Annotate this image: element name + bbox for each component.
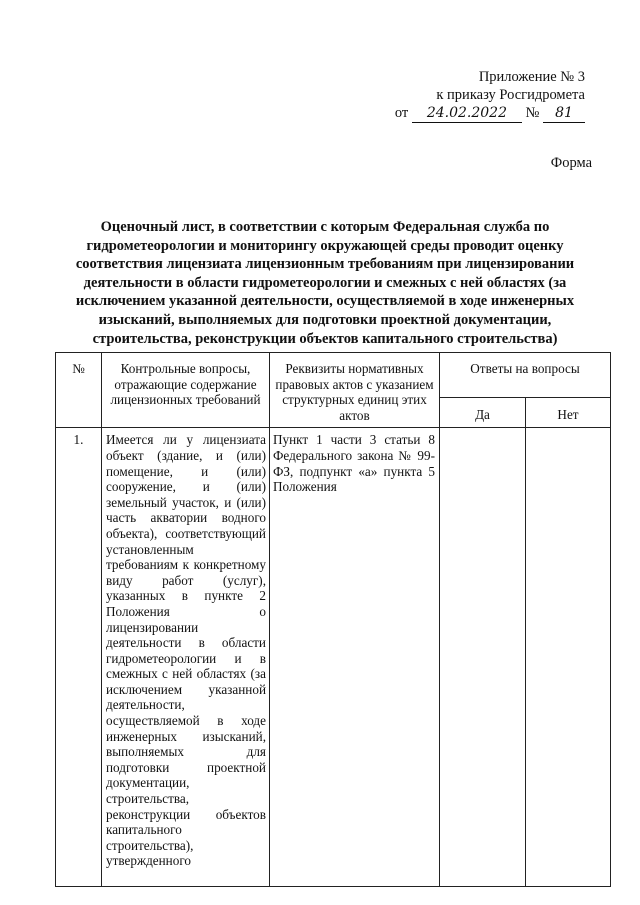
header-number: № bbox=[56, 353, 102, 428]
appendix-label: Приложение № 3 bbox=[478, 69, 585, 85]
answer-no-cell[interactable] bbox=[526, 428, 611, 887]
header-yes: Да bbox=[440, 398, 526, 428]
answer-yes-cell[interactable] bbox=[440, 428, 526, 887]
document-title: Оценочный лист, в соответствии с которым Федеральная служба по гидрометеорологии и мониторингу окружающей среды проводит оценку соответствия лицензиата лицензионным требованиям при лицензировании деятельности в области гидрометеорологии и смежных с ней областях (за исключением указанной деятельности, осуществляемой в ходе инженерных изысканий, выполняемых для подготовки проектной документации, строительства, реконструкции объектов капитального строительства) bbox=[75, 219, 575, 347]
header-no: Нет bbox=[526, 398, 611, 428]
header-answers: Ответы на вопросы bbox=[440, 353, 611, 398]
order-reference: к приказу Росгидромета bbox=[436, 87, 585, 103]
header-requisites: Реквизиты нормативных правовых актов с указанием структурных единиц этих актов bbox=[270, 353, 440, 428]
table-header-row bbox=[56, 353, 611, 398]
date-prefix: от bbox=[394, 105, 409, 121]
appendix-block bbox=[395, 68, 585, 123]
row-number: 1. bbox=[56, 428, 102, 887]
header-questions: Контрольные вопросы, отражающие содержание лицензионных требований bbox=[102, 353, 270, 428]
row-question: Имеется ли у лицензиата объект (здание, и (или) помещение, и (или) сооружение, и (или) земельный участок, и (или) часть акватории водного объекта), соответствующий установленным требованиям к конкретному виду работ (услуг), указанных в пункте 2 Положения о лицензировании деятельности в области гидрометеорологии и в смежных с ней областях (за исключением указанной деятельности, осуществляемой в ходе инженерных изысканий, выполняемых для подготовки проектной документации, строительства, реконструкции объектов капитального строительства), утвержденного bbox=[102, 428, 270, 887]
order-date: 24.02.2022 bbox=[412, 104, 522, 123]
row-requisite: Пункт 1 части 3 статьи 8 Федерального закона № 99-ФЗ, подпункт «а» пункта 5 Положения bbox=[270, 428, 440, 887]
order-date-number-line bbox=[395, 104, 585, 123]
table-row bbox=[56, 428, 611, 887]
form-label: Форма bbox=[550, 155, 592, 171]
assessment-table bbox=[55, 352, 611, 887]
order-number: 81 bbox=[543, 104, 585, 123]
number-prefix: № bbox=[525, 105, 540, 121]
